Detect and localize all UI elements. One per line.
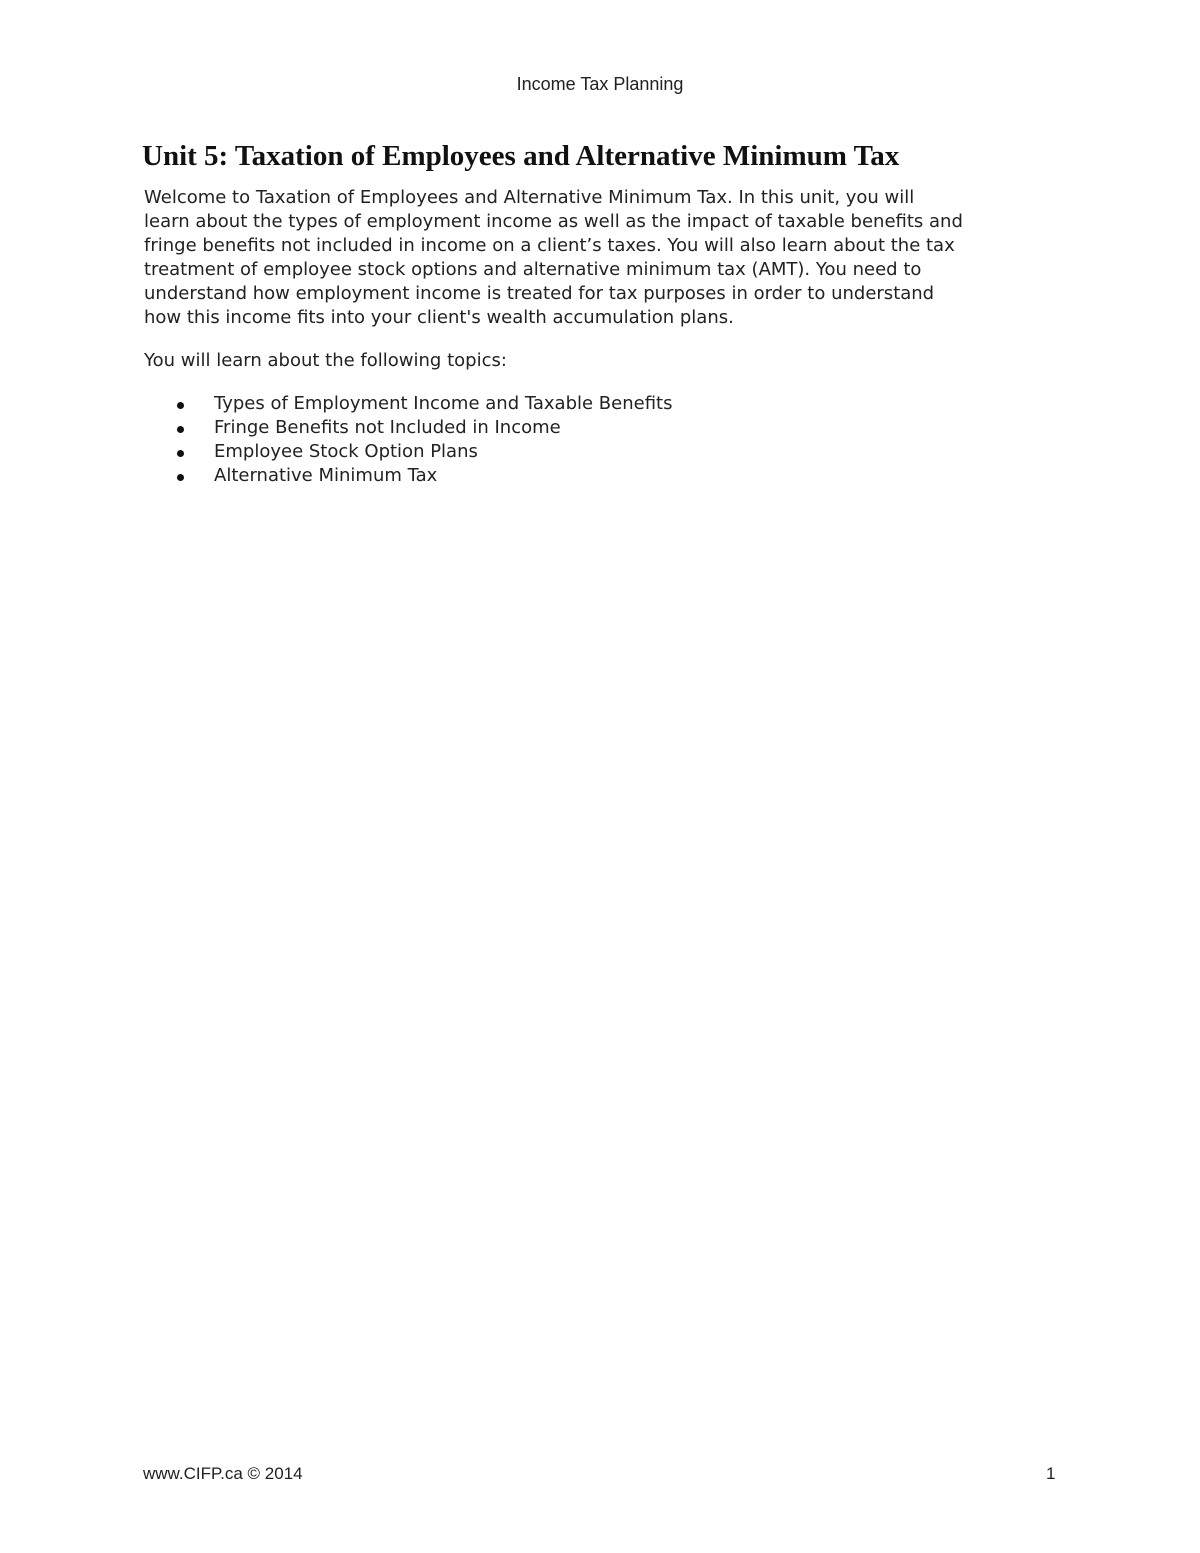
list-item: [144, 464, 1044, 488]
list-item: [144, 392, 1044, 416]
intro-line: Welcome to Taxation of Employees and Alternative Minimum Tax. In this unit, you will: [144, 187, 915, 208]
bullet-icon: [177, 426, 184, 433]
intro-line: learn about the types of employment income as well as the impact of taxable benefits and: [144, 211, 963, 232]
footer-copyright: www.CIFP.ca © 2014: [143, 1464, 303, 1483]
bullet-icon: [177, 474, 184, 481]
running-header: Income Tax Planning: [516, 74, 684, 94]
topic-list: [144, 392, 1044, 488]
topics-lead: You will learn about the following topics:: [144, 350, 507, 371]
list-item: [144, 416, 1044, 440]
intro-paragraph: [144, 186, 1044, 330]
bullet-icon: [177, 402, 184, 409]
intro-line: understand how employment income is treated for tax purposes in order to understand: [144, 283, 935, 304]
intro-line: fringe benefits not included in income on a client’s taxes. You will also learn about the tax: [144, 235, 955, 256]
unit-title: Unit 5: Taxation of Employees and Alternative Minimum Tax: [142, 140, 900, 172]
topic-label: Types of Employment Income and Taxable Benefits: [214, 393, 673, 414]
bullet-icon: [177, 450, 184, 457]
topic-label: Alternative Minimum Tax: [214, 465, 438, 486]
topic-label: Fringe Benefits not Included in Income: [214, 417, 561, 438]
intro-line: how this income fits into your client's wealth accumulation plans.: [144, 307, 734, 328]
intro-line: treatment of employee stock options and alternative minimum tax (AMT). You need to: [144, 259, 922, 280]
topic-label: Employee Stock Option Plans: [214, 441, 478, 462]
list-item: [144, 440, 1044, 464]
page-number: 1: [1046, 1464, 1056, 1483]
unit-content: [144, 186, 1044, 488]
